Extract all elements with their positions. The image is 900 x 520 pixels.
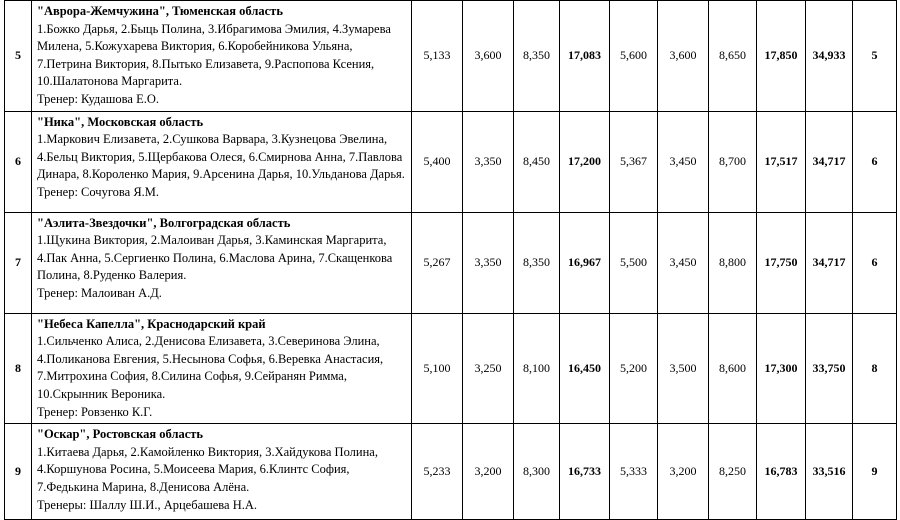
team-coach: Тренер: Сочугова Я.М. <box>37 184 160 199</box>
place-cell: 6 <box>5 111 32 212</box>
score-cell: 5,200 <box>610 313 658 424</box>
score-cell: 3,450 <box>658 212 709 313</box>
place-cell: 9 <box>5 424 32 520</box>
score-cell: 3,600 <box>463 1 514 112</box>
score-cell: 5,233 <box>412 424 463 520</box>
score-cell: 5,333 <box>610 424 658 520</box>
team-coach: Тренер: Кудашова Е.О. <box>37 91 160 106</box>
team-name: "Оскар", Ростовская область <box>37 427 204 442</box>
score-cell: 8,300 <box>514 424 560 520</box>
total-cell: 34,717 <box>806 212 853 313</box>
team-cell <box>32 424 412 520</box>
table-row <box>5 111 897 212</box>
team-members: 1.Маркович Елизавета, 2.Сушкова Варвара, 3.Кузнецова Эвелина, 4.Бельц Виктория, 5.Щербакова Олеся, 6.Смирнова Анна, 7.Павлова Динара, 8.Короленко Мария, 9.Арсенина Дарья, 10.Ульданова Дарья. <box>37 132 405 182</box>
score-cell: 3,450 <box>658 111 709 212</box>
score-cell: 3,200 <box>463 424 514 520</box>
subtotal-cell: 17,750 <box>757 212 806 313</box>
score-cell: 3,600 <box>658 1 709 112</box>
score-cell: 8,700 <box>709 111 757 212</box>
place-cell: 8 <box>5 313 32 424</box>
score-cell: 3,250 <box>463 313 514 424</box>
score-cell: 8,600 <box>709 313 757 424</box>
team-name: "Небеса Капелла", Краснодарский край <box>37 316 266 331</box>
total-cell: 33,750 <box>806 313 853 424</box>
score-cell: 3,350 <box>463 212 514 313</box>
score-cell: 8,450 <box>514 111 560 212</box>
subtotal-cell: 17,517 <box>757 111 806 212</box>
team-members: 1.Божко Дарья, 2.Быць Полина, 3.Ибрагимова Эмилия, 4.Зумарева Милена, 5.Кожухарева Виктория, 6.Коробейникова Ульяна, 7.Петрина Виктория, 8.Пытько Елизавета, 9.Распопова Ксения, 10.Шалатонова Маргарита. <box>37 21 391 89</box>
team-members: 1.Сильченко Алиса, 2.Денисова Елизавета, 3.Северинова Элина, 4.Поликанова Евгения, 5.Несынова Софья, 6.Веревка Анастасия, 7.Митрохина София, 8.Силина Софья, 9.Сейранян Римма, 10.Скрынник Вероника. <box>37 334 384 401</box>
score-cell: 5,400 <box>412 111 463 212</box>
place-cell: 7 <box>5 212 32 313</box>
subtotal-cell: 17,083 <box>560 1 610 112</box>
rank-cell: 8 <box>853 313 897 424</box>
team-cell <box>32 1 412 112</box>
results-table <box>4 0 897 520</box>
score-cell: 3,200 <box>658 424 709 520</box>
table-row <box>5 212 897 313</box>
score-cell: 3,500 <box>658 313 709 424</box>
team-coach: Тренер: Ровзенко К.Г. <box>37 404 153 419</box>
team-members: 1.Щукина Виктория, 2.Малоиван Дарья, 3.Каминская Маргарита, 4.Пак Анна, 5.Сергиенко Полина, 6.Маслова Арина, 7.Скащенкова Полина, 8.Руденко Валерия. <box>37 233 393 283</box>
team-cell <box>32 111 412 212</box>
score-cell: 5,600 <box>610 1 658 112</box>
team-cell <box>32 313 412 424</box>
total-cell: 33,516 <box>806 424 853 520</box>
subtotal-cell: 16,733 <box>560 424 610 520</box>
team-name: "Аэлита-Звездочки", Волгоградская область <box>37 215 291 230</box>
score-cell: 5,100 <box>412 313 463 424</box>
team-coach: Тренер: Малоиван А.Д. <box>37 285 162 300</box>
team-coach: Тренеры: Шаллу Ш.И., Арцебашева Н.А. <box>37 497 258 512</box>
team-name: "Ника", Московская область <box>37 114 204 129</box>
score-cell: 5,267 <box>412 212 463 313</box>
score-cell: 8,100 <box>514 313 560 424</box>
subtotal-cell: 16,783 <box>757 424 806 520</box>
score-cell: 8,800 <box>709 212 757 313</box>
subtotal-cell: 16,450 <box>560 313 610 424</box>
score-cell: 5,367 <box>610 111 658 212</box>
score-cell: 3,350 <box>463 111 514 212</box>
results-body <box>5 1 897 520</box>
table-row <box>5 1 897 112</box>
score-cell: 8,350 <box>514 212 560 313</box>
team-name: "Аврора-Жемчужина", Тюменская область <box>37 4 283 18</box>
subtotal-cell: 17,850 <box>757 1 806 112</box>
score-cell: 8,650 <box>709 1 757 112</box>
score-cell: 8,250 <box>709 424 757 520</box>
rank-cell: 6 <box>853 212 897 313</box>
place-cell: 5 <box>5 1 32 112</box>
table-row <box>5 313 897 424</box>
table-row <box>5 424 897 520</box>
rank-cell: 5 <box>853 1 897 112</box>
total-cell: 34,717 <box>806 111 853 212</box>
subtotal-cell: 17,300 <box>757 313 806 424</box>
total-cell: 34,933 <box>806 1 853 112</box>
rank-cell: 9 <box>853 424 897 520</box>
score-cell: 5,500 <box>610 212 658 313</box>
score-cell: 8,350 <box>514 1 560 112</box>
subtotal-cell: 17,200 <box>560 111 610 212</box>
rank-cell: 6 <box>853 111 897 212</box>
subtotal-cell: 16,967 <box>560 212 610 313</box>
team-cell <box>32 212 412 313</box>
team-members: 1.Китаева Дарья, 2.Камойленко Виктория, 3.Хайдукова Полина, 4.Коршунова Росина, 5.Моисеева Мария, 6.Клинтс София, 7.Федькина Марина, 8.Денисова Алёна. <box>37 444 378 494</box>
score-cell: 5,133 <box>412 1 463 112</box>
